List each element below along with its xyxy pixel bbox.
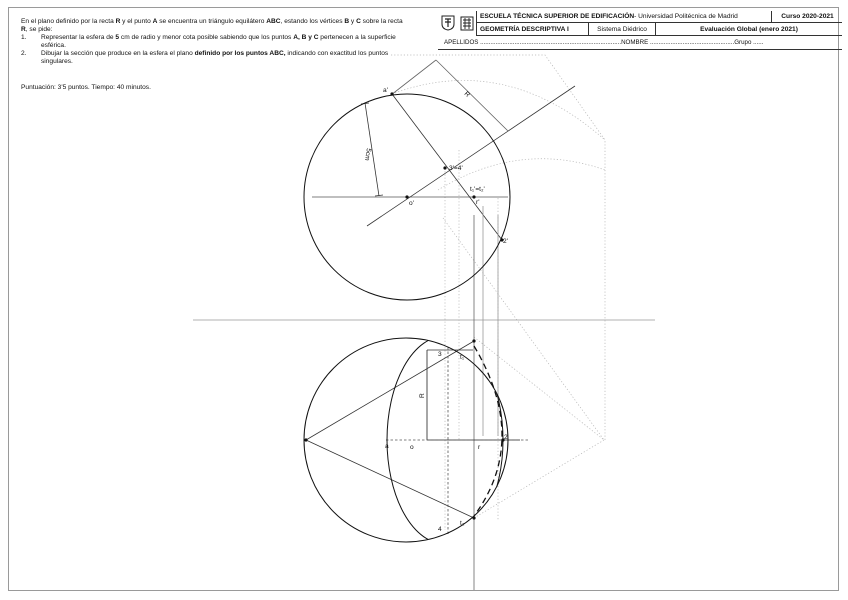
label-2: 2 — [504, 434, 508, 441]
label-a: a — [385, 443, 389, 450]
statement-intro: En el plano definido por la recta R y el punto A se encuentra un triángulo equilátero ABC, estando los vértices B y C sobre la recta R, se pide: — [21, 18, 403, 34]
line-r-prime — [367, 86, 575, 226]
points — [304, 92, 504, 519]
label-R-plan: R — [419, 393, 426, 398]
label-2-prime: 2' — [503, 238, 508, 245]
segment-a-2 — [392, 94, 502, 240]
label-3: 3 — [438, 351, 442, 358]
spheres — [304, 94, 510, 544]
label-r: r — [478, 444, 481, 451]
label-o: o — [410, 444, 414, 451]
subject-label: GEOMETRÍA DESCRIPTIVA I — [480, 25, 569, 33]
task-item-2: 2. Dibujar la sección que produce en la esfera el plano definido por los puntos ABC, indicando con exactitud los puntos singulares. — [21, 50, 389, 66]
course-label: Curso 2020-2021 — [771, 11, 843, 22]
label-R-elevation: R — [462, 90, 471, 99]
score-text: Puntuación: 3'5 puntos. Tiempo: 40 minutos. — [21, 84, 151, 91]
label-3-4-prime: 3'=4' — [449, 165, 463, 172]
nombre-field[interactable]: NOMBRE ................................................. — [621, 39, 735, 46]
label-o-prime: o' — [409, 200, 414, 207]
task-item-1: 1. Representar la esfera de 5 cm de radio y menor cota posible sabiendo que los puntos A, B y C pertenecen a la superficie esférica. — [21, 34, 396, 50]
construction-lines — [193, 60, 655, 590]
labels — [363, 87, 508, 533]
label-t2: t₂ — [460, 520, 465, 527]
label-5cm: 5cm — [363, 147, 372, 162]
university-name: - Universidad Politécnica de Madrid — [634, 13, 738, 20]
system-label: Sistema Diédrico — [588, 23, 656, 35]
exam-label: Evaluación Global (enero 2021) — [700, 25, 798, 33]
label-t1: t₁ — [460, 354, 465, 361]
grupo-field[interactable]: Grupo ...... — [734, 39, 764, 46]
label-a-prime: a' — [383, 87, 388, 94]
label-r-prime: r' — [476, 199, 480, 206]
school-name: ESCUELA TÉCNICA SUPERIOR DE EDIFICACIÓN — [480, 13, 635, 20]
apellidos-field[interactable]: APELLIDOS .................................................................................. — [444, 39, 622, 46]
label-4: 4 — [438, 526, 442, 533]
label-t12-prime: t₁'=t₂' — [470, 186, 485, 193]
